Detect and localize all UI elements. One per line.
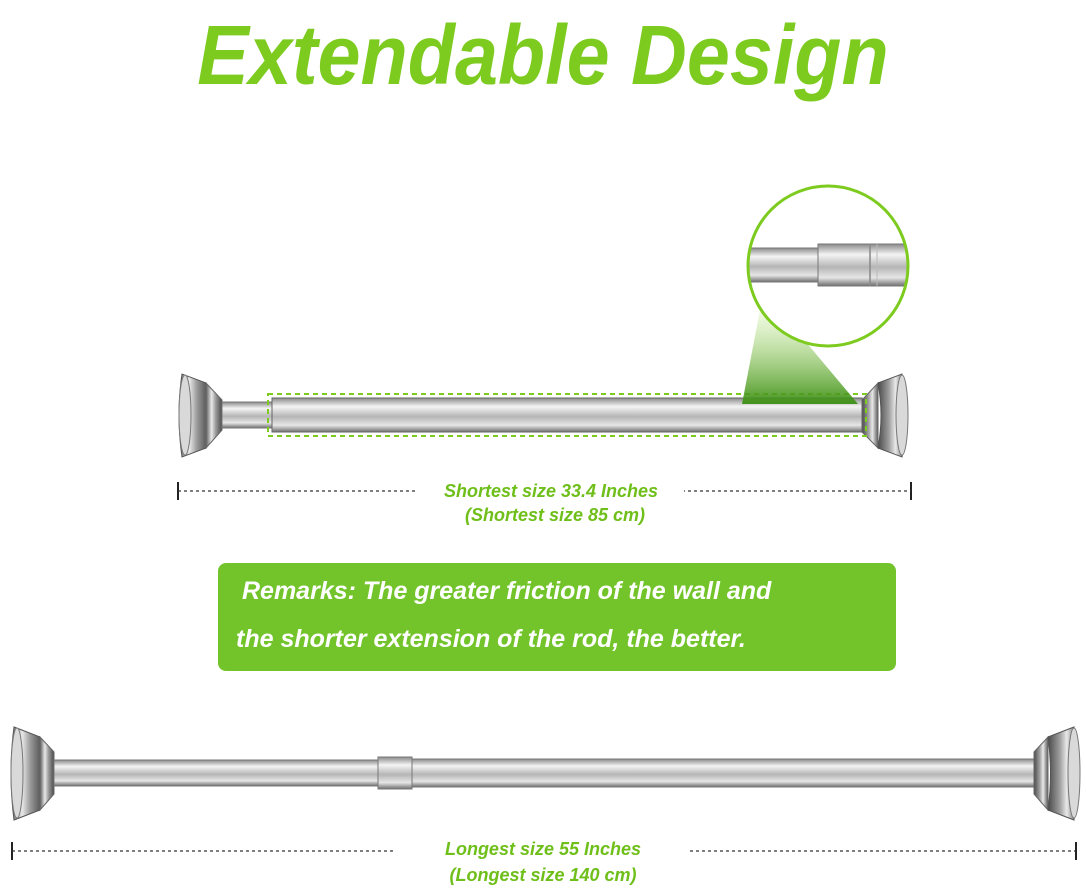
remarks-line-1: Remarks: The greater friction of the wall and — [242, 577, 772, 605]
remarks-line-2: the shorter extension of the rod, the better. — [236, 625, 746, 653]
longest-inches-label: Longest size 55 Inches — [396, 838, 690, 860]
shortest-inches-label: Shortest size 33.4 Inches — [418, 480, 684, 502]
long-rod — [11, 727, 1080, 820]
page-title: Extendable Design — [197, 8, 889, 102]
longest-cm-label: (Longest size 140 cm) — [449, 865, 637, 885]
shortest-cm-label: (Shortest size 85 cm) — [464, 505, 646, 525]
remarks-banner — [218, 563, 896, 671]
